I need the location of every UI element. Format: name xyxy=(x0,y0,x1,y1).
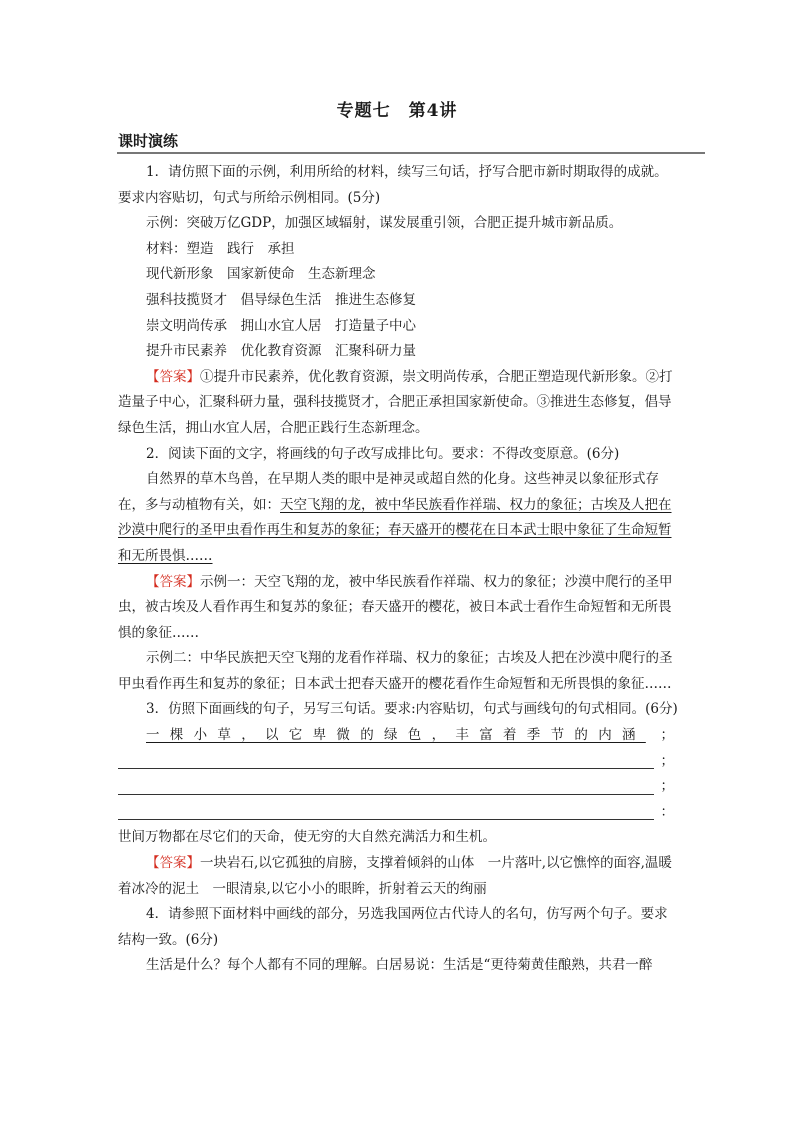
question-2-stem: 2．阅读下面的文字，将画线的句子改写成排比句。要求：不得改变原意。(6分) xyxy=(146,445,620,462)
blank-underline xyxy=(118,819,654,820)
question-1-material-line: 崇文明尚传承 拥山水宜人居 打造量子中心 xyxy=(146,317,416,334)
question-1-material-line: 现代新形象 国家新使命 生态新理念 xyxy=(146,266,376,283)
answer-text: 示例一：天空飞翔的龙，被中华民族看作祥瑞、权力的象征；沙漠中爬行的圣甲虫，被古埃及人看作再生和复苏的象征；春天盛开的樱花，被日本武士看作生命短暂和无所畏惧的象征…… xyxy=(118,573,673,641)
question-2-passage xyxy=(118,467,680,569)
question-1-material-line: 材料：塑造 践行 承担 xyxy=(146,240,295,257)
question-1-material-line: 强科技揽贤才 倡导绿色生活 推进生态修复 xyxy=(146,291,416,308)
question-3-answer xyxy=(118,851,680,902)
answer-blank-line[interactable] xyxy=(118,749,680,775)
answer-tag: 【答案】 xyxy=(146,855,200,872)
answer-tag: 【答案】 xyxy=(146,368,200,385)
page-title: 专题七 第4讲 xyxy=(336,101,458,121)
passage-underlined-text: 天空飞翔的龙，被中华民族看作祥瑞、权力的象征；古埃及人把在沙漠中爬行的圣甲虫看作再生和复苏的象征；春天盛开的樱花在日本武士眼中象征了生命短暂和无所畏惧…… xyxy=(118,496,672,564)
answer-blank-line[interactable] xyxy=(118,800,680,826)
question-4-passage: 生活是什么？每个人都有不同的理解。白居易说：生活是“更待菊黄佳酿熟，共君一醉 xyxy=(146,957,653,974)
answer-blank-line[interactable] xyxy=(118,774,680,800)
underlined-model-sentence xyxy=(118,723,680,749)
question-3-tail: 世间万物都在尽它们的天命，使无穷的大自然充满活力和生机。 xyxy=(118,829,496,846)
answer-text: 一块岩石,以它孤独的肩膀，支撑着倾斜的山体 一片落叶,以它憔悴的面容,温暖着冰冷的泥土 一眼清泉,以它小小的眼眸，折射着云天的绚丽 xyxy=(118,855,672,897)
colon-mark: ： xyxy=(660,803,674,820)
question-2-answer xyxy=(118,570,680,647)
model-sentence-text: 一棵小草，以它卑微的绿色，丰富着季节的内涵 xyxy=(146,727,646,744)
answer-text: ①提升市民素养，优化教育资源，崇文明尚传承，合肥正塑造现代新形象。②打造量子中心，汇聚科研力量，强科技揽贤才，合肥正承担国家新使命。③推进生态修复，倡导绿色生活，拥山水宜人居，合肥正践行生态新理念。 xyxy=(118,368,673,436)
semicolon-mark: ； xyxy=(660,752,674,769)
section-title: 课时演练 xyxy=(118,132,179,150)
question-1-answer xyxy=(118,365,680,442)
question-1-example: 示例：突破万亿GDP，加强区域辐射，谋发展重引领，合肥正提升城市新品质。 xyxy=(146,215,623,232)
semicolon-mark: ； xyxy=(660,727,674,744)
passage-text: 自然界的草木鸟兽，在早期人类的眼中是神灵或超自然的化身。这些神灵以象征形式存在，多与动植物有关，如： xyxy=(118,471,659,513)
blank-underline xyxy=(118,768,654,769)
section-divider xyxy=(117,152,705,154)
blank-underline xyxy=(118,794,654,795)
question-4-stem: 4．请参照下面材料中画线的部分，另选我国两位古代诗人的名句，仿写两个句子。要求结构一致。(6分) xyxy=(118,906,668,948)
content xyxy=(118,160,680,979)
semicolon-mark: ； xyxy=(660,778,674,795)
question-3-stem: 3．仿照下面画线的句子，另写三句话。要求:内容贴切，句式与画线句的句式相同。(6分) xyxy=(146,701,678,718)
question-1-material-line: 提升市民素养 优化教育资源 汇聚科研力量 xyxy=(146,343,416,360)
question-2-answer-alt: 示例二：中华民族把天空飞翔的龙看作祥瑞、权力的象征；古埃及人把在沙漠中爬行的圣甲虫看作再生和复苏的象征；日本武士把春天盛开的樱花看作生命短暂和无所畏惧的象征…… xyxy=(118,650,673,692)
answer-tag: 【答案】 xyxy=(146,573,200,590)
question-1-stem: 1．请仿照下面的示例，利用所给的材料，续写三句话，抒写合肥市新时期取得的成就。要求内容贴切，句式与所给示例相同。(5分) xyxy=(118,164,668,206)
